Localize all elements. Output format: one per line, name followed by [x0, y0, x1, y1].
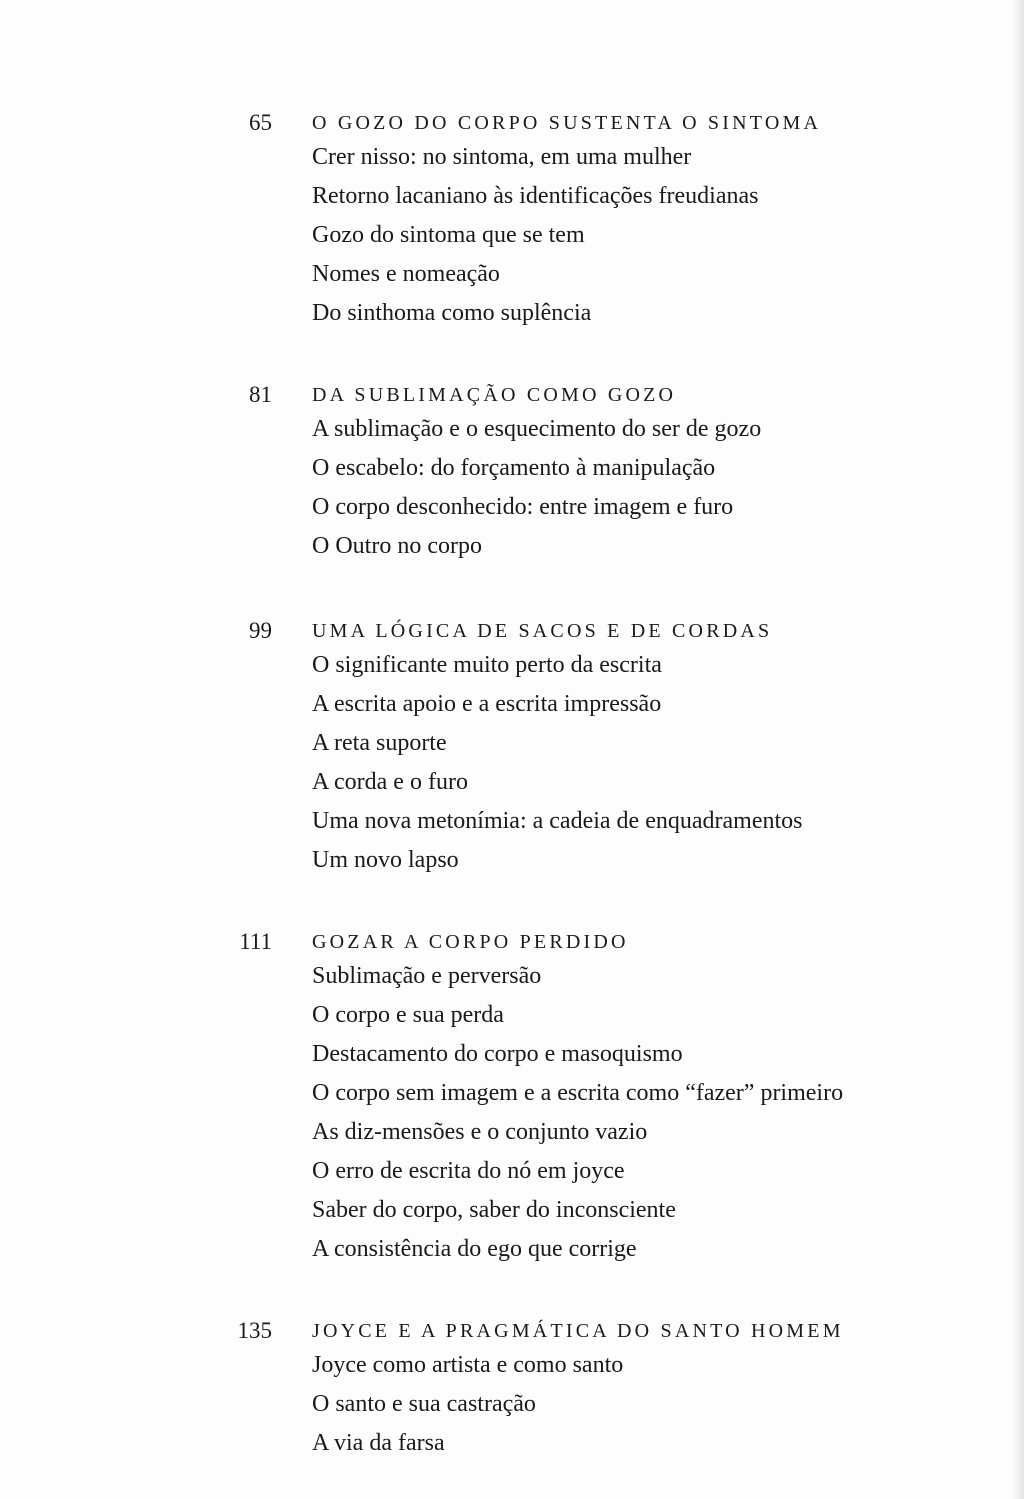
subsection-item: A corda e o furo: [312, 769, 468, 795]
subsection-list: [312, 410, 761, 566]
subsection-item: O corpo sem imagem e a escrita como “fazer” primeiro: [312, 1080, 844, 1106]
subsection-item: Retorno lacaniano às identificações freudianas: [312, 183, 759, 209]
subsection-item: A via da farsa: [312, 1430, 445, 1456]
chapter-title: DA SUBLIMAÇÃO COMO GOZO: [312, 384, 677, 406]
subsection-item: O escabelo: do forçamento à manipulação: [312, 455, 716, 481]
subsection-item: A consistência do ego que corrige: [312, 1236, 637, 1262]
subsection-item: O significante muito perto da escrita: [312, 652, 662, 678]
subsection-item: O corpo e sua perda: [312, 1002, 504, 1028]
subsection-item: Uma nova metonímia: a cadeia de enquadramentos: [312, 808, 803, 834]
subsection-item: Destacamento do corpo e masoquismo: [312, 1041, 683, 1067]
subsection-list: [312, 1346, 623, 1463]
subsection-list: [312, 138, 758, 333]
subsection-item: Do sinthoma como suplência: [312, 300, 592, 326]
chapter-title: GOZAR A CORPO PERDIDO: [312, 931, 629, 953]
subsection-item: A reta suporte: [312, 730, 447, 756]
subsection-item: Sublimação e perversão: [312, 963, 542, 989]
subsection-item: Joyce como artista e como santo: [312, 1352, 624, 1378]
chapter-title: UMA LÓGICA DE SACOS E DE CORDAS: [312, 620, 773, 642]
subsection-list: [312, 957, 843, 1269]
subsection-item: As diz-mensões e o conjunto vazio: [312, 1119, 648, 1145]
page-number: 81: [249, 382, 272, 407]
page-number: 135: [237, 1318, 272, 1343]
subsection-item: Um novo lapso: [312, 847, 459, 873]
page-edge-shadow: [1010, 0, 1024, 1499]
subsection-item: A sublimação e o esquecimento do ser de gozo: [312, 416, 762, 442]
subsection-item: Crer nisso: no sintoma, em uma mulher: [312, 144, 692, 170]
subsection-item: O erro de escrita do nó em joyce: [312, 1158, 625, 1184]
subsection-item: Gozo do sintoma que se tem: [312, 222, 585, 248]
chapter-title: O GOZO DO CORPO SUSTENTA O SINTOMA: [312, 112, 822, 134]
subsection-item: O santo e sua castração: [312, 1391, 536, 1417]
subsection-item: A escrita apoio e a escrita impressão: [312, 691, 662, 717]
page-number: 65: [249, 110, 272, 135]
chapter-title: JOYCE E A PRAGMÁTICA DO SANTO HOMEM: [312, 1320, 844, 1342]
subsection-item: Nomes e nomeação: [312, 261, 500, 287]
subsection-item: O Outro no corpo: [312, 533, 482, 559]
subsection-item: Saber do corpo, saber do inconsciente: [312, 1197, 676, 1223]
page-number: 99: [249, 618, 272, 643]
subsection-list: [312, 646, 802, 880]
page-number: 111: [239, 929, 272, 954]
subsection-item: O corpo desconhecido: entre imagem e furo: [312, 494, 734, 520]
